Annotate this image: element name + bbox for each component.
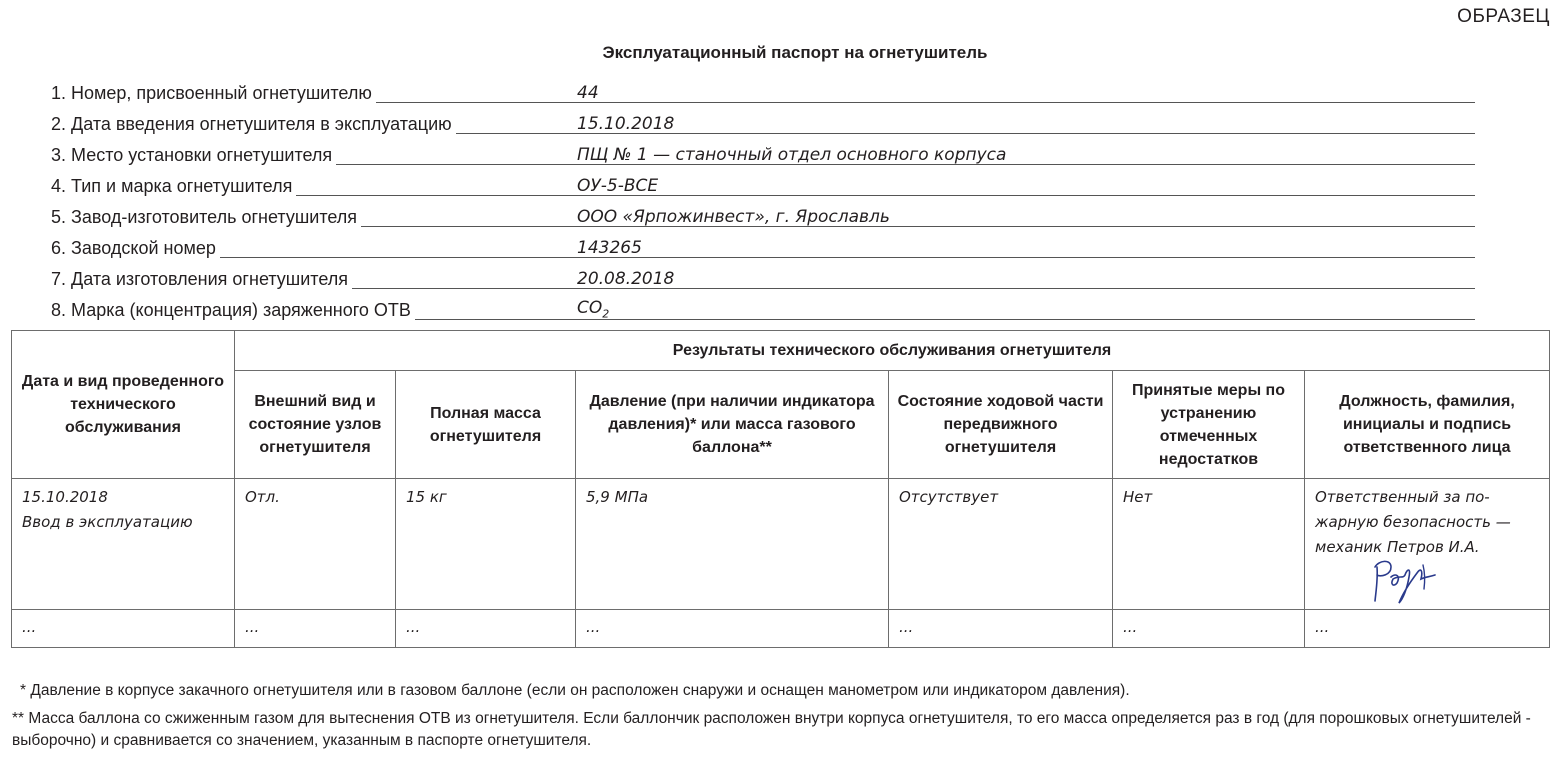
header-pressure: Давление (при наличии индикатора давления)* или масса газового баллона**	[576, 371, 889, 479]
field-underline	[51, 257, 1475, 258]
table-row	[12, 610, 1550, 648]
passport-fields	[51, 78, 1475, 326]
field-value: 44	[577, 83, 599, 103]
cell-appearance: Отл.	[235, 479, 396, 610]
header-date-type: Дата и вид проведенного технического обслуживания	[12, 331, 235, 479]
field-manufacturer	[51, 202, 1475, 233]
footnotes	[12, 680, 1542, 752]
cell-date-type: ...	[12, 610, 235, 648]
field-label: 4. Тип и марка огнетушителя	[51, 176, 296, 197]
field-value: 15.10.2018	[577, 114, 675, 134]
cell-mass: ...	[396, 610, 576, 648]
field-label: 2. Дата введения огнетушителя в эксплуатацию	[51, 114, 456, 135]
cell-measures: ...	[1113, 610, 1305, 648]
field-value	[577, 298, 609, 320]
field-serial-number	[51, 233, 1475, 264]
field-value: 143265	[577, 238, 642, 258]
field-value: ОУ-5-ВСЕ	[577, 176, 659, 196]
field-commission-date	[51, 109, 1475, 140]
field-agent-grade	[51, 295, 1475, 326]
cell-responsible	[1305, 479, 1550, 610]
handwritten-signature	[1369, 555, 1439, 607]
header-measures: Принятые меры по устранению отмеченных недостатков	[1113, 371, 1305, 479]
cell-date-type	[12, 479, 235, 610]
header-responsible: Должность, фамилия, инициалы и подпись ответственного лица	[1305, 371, 1550, 479]
cell-responsible-text: Ответственный за по-жарную безопасность — механик Петров И.А.	[1315, 488, 1511, 556]
field-label: 8. Марка (концентрация) заряженного ОТВ	[51, 300, 415, 321]
cell-date: 15.10.2018	[22, 488, 108, 506]
cell-chassis: ...	[889, 610, 1113, 648]
field-location	[51, 140, 1475, 171]
field-type-model	[51, 171, 1475, 202]
field-value: ПЩ № 1 — станочный отдел основного корпуса	[577, 145, 1007, 165]
service-table	[11, 330, 1550, 648]
cell-appearance: ...	[235, 610, 396, 648]
cell-chassis: Отсутствует	[889, 479, 1113, 610]
field-label: 3. Место установки огнетушителя	[51, 145, 336, 166]
cell-pressure: 5,9 МПа	[576, 479, 889, 610]
cell-pressure: ...	[576, 610, 889, 648]
sample-stamp: ОБРАЗЕЦ	[1457, 6, 1550, 27]
document-title: Эксплуатационный паспорт на огнетушитель	[602, 43, 988, 62]
agent-formula: CO	[577, 297, 603, 318]
cell-service-type: Ввод в эксплуатацию	[22, 513, 193, 531]
agent-formula-subscript: 2	[602, 307, 610, 320]
field-label: 1. Номер, присвоенный огнетушителю	[51, 83, 376, 104]
footnote-mass: ** Масса баллона со сжиженным газом для вытеснения ОТВ из огнетушителя. Если баллончик расположен внутри корпуса огнетушителя, то его масса определяется раз в год (для порошковых огнетушителей - выборочно) и сравнивается со значением, указанным в паспорте огнетушителя.	[12, 710, 1531, 749]
table-row	[12, 479, 1550, 610]
field-label: 5. Завод-изготовитель огнетушителя	[51, 207, 361, 228]
header-results-group: Результаты технического обслуживания огнетушителя	[235, 331, 1550, 371]
cell-responsible: ...	[1305, 610, 1550, 648]
field-label: 7. Дата изготовления огнетушителя	[51, 269, 352, 290]
field-manufacture-date	[51, 264, 1475, 295]
field-label: 6. Заводской номер	[51, 238, 220, 259]
cell-measures: Нет	[1113, 479, 1305, 610]
cell-mass: 15 кг	[396, 479, 576, 610]
footnote-pressure: * Давление в корпусе закачного огнетушителя или в газовом баллоне (если он расположен снаружи и оснащен манометром или индикатором давления).	[20, 682, 1130, 699]
header-chassis: Состояние ходовой части передвижного огнетушителя	[889, 371, 1113, 479]
field-number	[51, 78, 1475, 109]
field-value: 20.08.2018	[577, 269, 675, 289]
header-appearance: Внешний вид и состояние узлов огнетушителя	[235, 371, 396, 479]
header-mass: Полная масса огнетушителя	[396, 371, 576, 479]
field-value: ООО «Ярпожинвест», г. Ярославль	[577, 207, 890, 227]
